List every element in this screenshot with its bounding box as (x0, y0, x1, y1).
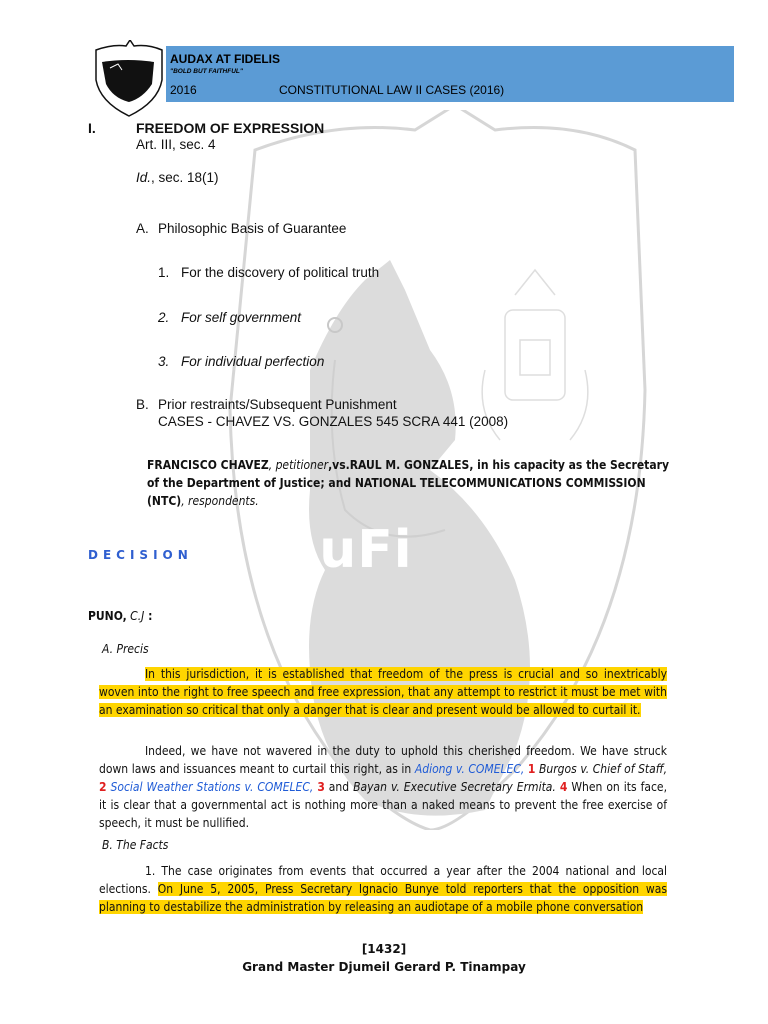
case-adiong-link[interactable]: Adiong v. COMELEC, (414, 762, 525, 776)
footnote-4[interactable]: 4 (559, 780, 568, 794)
facts-highlight: On June 5, 2005, Press Secretary Ignacio Bunye told reporters that the opposition was planning to destabilize the administration by releasing an audiotape of a mobile phone conversation (99, 882, 667, 914)
header-motto: "BOLD BUT FAITHFUL" (170, 68, 243, 75)
precis-text: In this jurisdiction, it is established that freedom of the press is crucial and so inextricably woven into the right to free speech and free expression, that any attempt to restrict it must be met with an examination so critical that only a danger that is clear and present would be allowed to curtail it. (99, 667, 667, 717)
ponente-title: C.J (126, 609, 145, 623)
item-3-text: For individual perfection (181, 354, 325, 369)
header-year: 2016 (170, 83, 197, 97)
para2-and: and (324, 780, 354, 794)
item-1-text: For the discovery of political truth (181, 265, 380, 280)
respondent-name: RAUL M. GONZALES, in his capacity as the Secretary (349, 458, 669, 472)
outline-b-label: B. (136, 397, 149, 412)
vs-text: ,vs. (328, 458, 350, 472)
item-2-text: For self government (181, 310, 302, 325)
petitioner-role: , petitioner (268, 458, 329, 472)
case-bayan: Bayan v. Executive Secretary Ermita. (353, 780, 556, 794)
footnote-1[interactable]: 1 (527, 762, 536, 776)
id-italic: Id. (136, 170, 152, 185)
case-burgos: Burgos v. Chief of Staff, (538, 762, 667, 776)
item-1-num: 1. (158, 265, 170, 280)
outline-b-text: Prior restraints/Subsequent Punishment (158, 397, 397, 412)
item-3-num: 3. (158, 354, 170, 369)
ponente-colon: : (144, 609, 153, 623)
para2-intro: Indeed, we have not wavered in the duty to uphold this cherished freedom. We have struck down laws and issuances meant to curtail this right, as in (99, 744, 667, 776)
cases-line: CASES - CHAVEZ VS. GONZALES 545 SCRA 441 (2008) (158, 414, 509, 429)
id-rest: , sec. 18(1) (151, 170, 219, 185)
para2-rest: When on its face, it is clear that a governmental act is nothing more than a naked means to prevent the free exercise of speech, it must be nullified. (99, 780, 668, 830)
facts-paragraph (99, 862, 667, 916)
respondent-line-2: of the Department of Justice; and NATIONAL TELECOMMUNICATIONS COMMISSION (147, 476, 646, 490)
paragraph-2 (99, 742, 667, 832)
respondent-ntc: (NTC) (147, 494, 182, 508)
petitioner-name: FRANCISCO CHAVEZ (147, 458, 269, 472)
footnote-2[interactable]: 2 (99, 780, 107, 794)
precis-paragraph (99, 665, 667, 719)
ponente-name: PUNO, (88, 609, 127, 623)
facts-heading: B. The Facts (102, 838, 169, 852)
section-title: FREEDOM OF EXPRESSION (136, 120, 325, 136)
footnote-3[interactable]: 3 (317, 780, 325, 794)
parties-block (147, 456, 669, 510)
watermark-text: AuFi (278, 520, 413, 580)
precis-heading: A. Precis (102, 642, 149, 656)
decision-heading: DECISION (88, 548, 193, 562)
ponente (88, 607, 152, 625)
section-number: I. (88, 120, 96, 136)
id-ref (136, 170, 219, 185)
facts-intro: 1. The case originates from events that occurred a year after the 2004 national and local elections. (99, 864, 667, 896)
article-ref: Art. III, sec. 4 (136, 137, 216, 152)
outline-a-text: Philosophic Basis of Guarantee (158, 221, 347, 236)
footer-author: Grand Master Djumeil Gerard P. Tinampay (242, 960, 526, 974)
case-sws-link[interactable]: Social Weather Stations v. COMELEC, (110, 780, 314, 794)
item-2-num: 2. (158, 310, 170, 325)
header-course: CONSTITUTIONAL LAW II CASES (2016) (279, 83, 505, 97)
respondents-label: , respondents. (181, 494, 259, 508)
outline-a-label: A. (136, 221, 149, 236)
header-title: AUDAX AT FIDELIS (170, 52, 280, 66)
page-number: [1432] (361, 942, 407, 956)
aufi-logo-icon (88, 40, 168, 118)
